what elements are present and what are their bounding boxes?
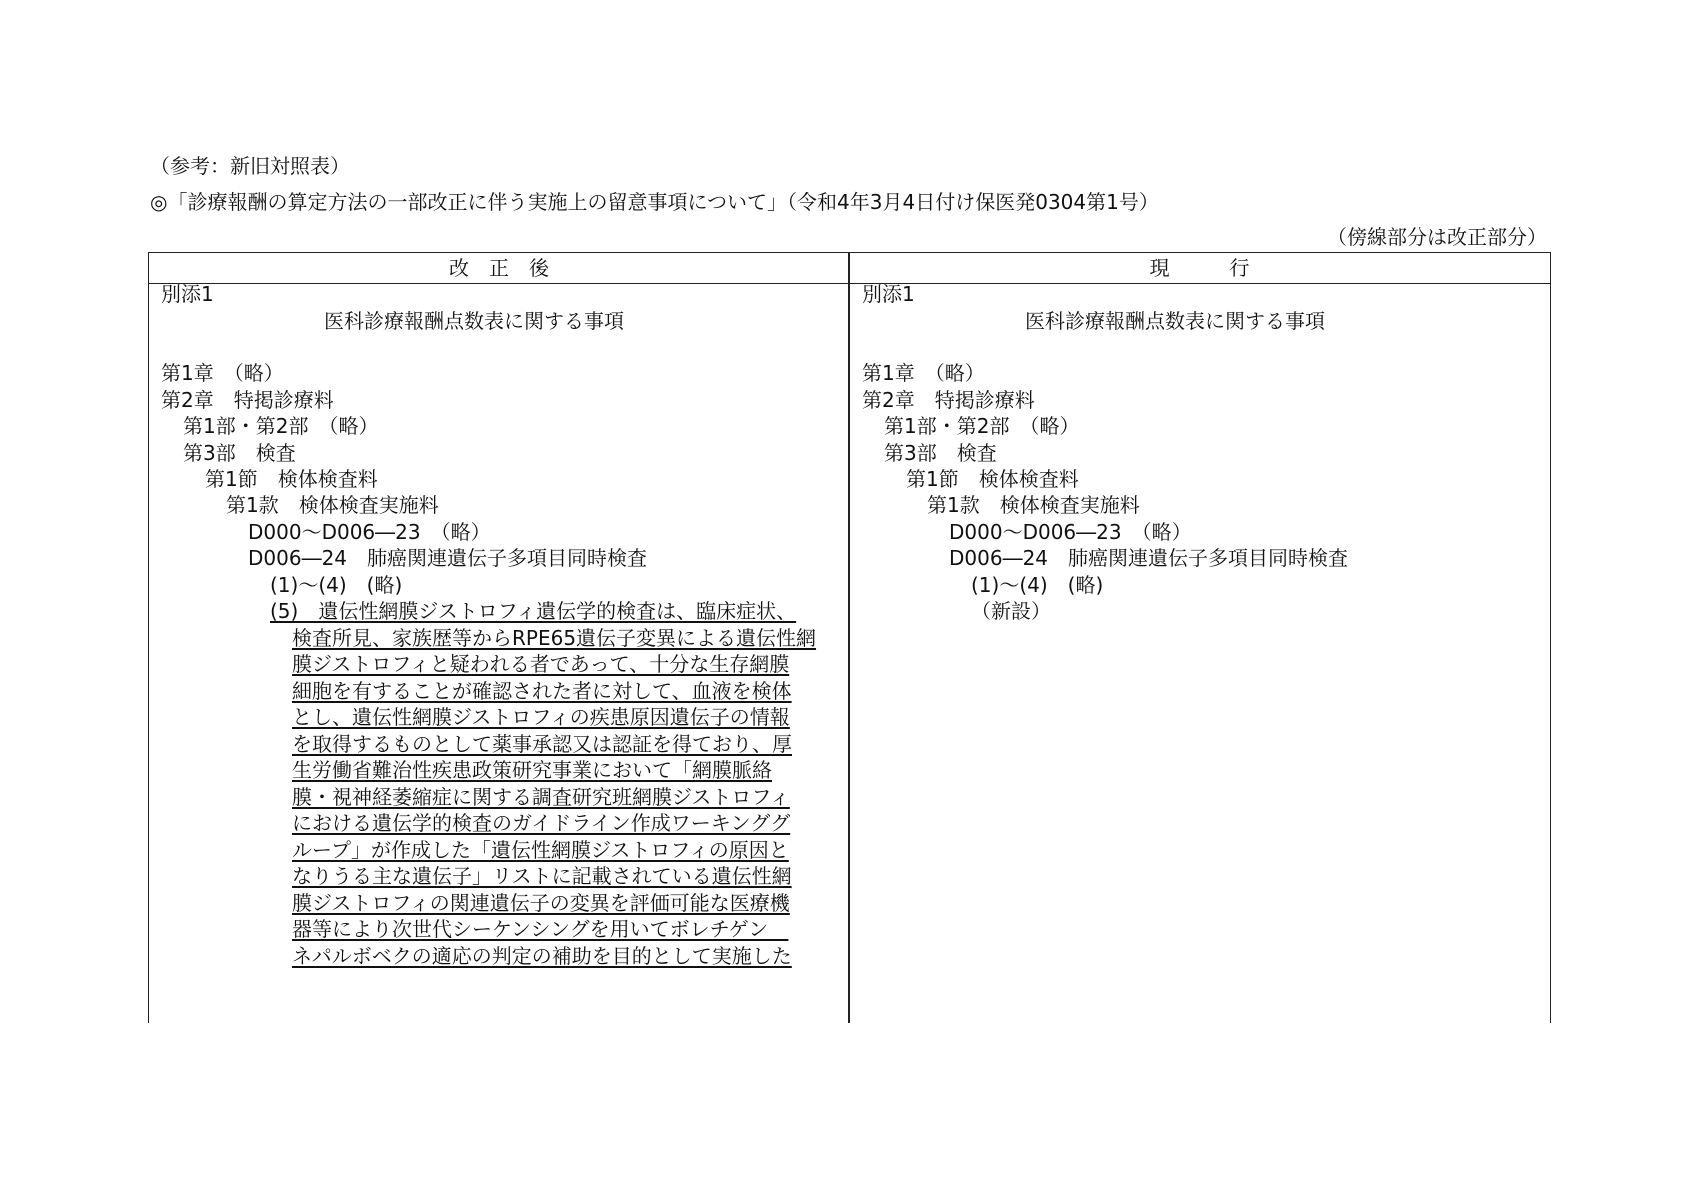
attachment-label: 別添1 [862,282,915,306]
amended-line: 検査所見、家族歴等からRPE65遺伝子変異による遺伝性網 [292,626,817,650]
amended-line: を取得するものとして薬事承認又は認証を得ており、厚 [292,732,792,756]
part-3: 第3部 検査 [884,441,997,465]
amended-line: (5) 遺伝性網膜ジストロフィ遺伝学的検査は、臨床症状、 [270,599,797,623]
column-header-current: 現 行 [849,253,1550,284]
item-range: D000～D006―23 （略） [248,520,491,544]
amended-line: 膜ジストロフィの関連遺伝子の変異を評価可能な医療機 [292,891,790,915]
amended-column [149,282,848,1023]
amended-line: 生労働省難治性疾患政策研究事業において「網膜脈絡 [292,758,772,782]
section-1: 第1節 検体検査料 [906,467,1079,491]
amended-line: 膜・視神経萎縮症に関する調査研究班網膜ジストロフィ [292,785,790,809]
part-3: 第3部 検査 [183,441,296,465]
section-heading: 医科診療報酬点数表に関する事項 [1025,309,1325,333]
amended-line: 器等により次世代シーケンシングを用いてボレチゲン [292,917,789,941]
amended-line: における遺伝学的検査のガイドライン作成ワーキンググ [292,811,791,835]
new-provision-note: （新設） [971,599,1051,623]
document-title: ◎「診療報酬の算定方法の一部改正に伴う実施上の留意事項について」（令和4年3月4日付け保医発0304第1号） [150,190,1159,214]
section-heading: 医科診療報酬点数表に関する事項 [324,309,624,333]
current-column [850,282,1550,1023]
amended-line: 膜ジストロフィと疑われる者であって、十分な生存網膜 [292,652,790,676]
underline-note: （傍線部分は改正部分） [1327,225,1547,249]
amended-line: 細胞を有することが確認された者に対して、血液を検体 [292,679,792,703]
amended-line: ループ」が作成した「遺伝性網膜ジストロフィの原因と [292,838,789,862]
chapter-2: 第2章 特掲診療料 [161,388,334,412]
comparison-table [148,252,1551,1023]
amended-line: とし、遺伝性網膜ジストロフィの疾患原因遺伝子の情報 [292,705,790,729]
subitems-1-4: (1)～(4) (略) [270,573,403,597]
part-1-2: 第1部・第2部 （略） [884,414,1080,438]
article-1: 第1款 検体検査実施料 [226,493,439,517]
column-header-amended: 改 正 後 [149,253,849,284]
article-1: 第1款 検体検査実施料 [927,493,1140,517]
attachment-label: 別添1 [161,282,214,306]
part-1-2: 第1部・第2部 （略） [183,414,379,438]
section-1: 第1節 検体検査料 [205,467,378,491]
item-range: D000～D006―23 （略） [949,520,1192,544]
amended-line: なりうる主な遺伝子」リストに記載されている遺伝性網 [292,864,792,888]
subitems-1-4: (1)～(4) (略) [971,573,1104,597]
chapter-2: 第2章 特掲診療料 [862,388,1035,412]
reference-label: （参考：新旧対照表） [150,154,350,178]
chapter-1: 第1章 （略） [862,361,985,385]
item-d006-24: D006―24 肺癌関連遺伝子多項目同時検査 [949,546,1349,570]
amended-line: ネパルボベクの適応の判定の補助を目的として実施した [292,944,792,968]
chapter-1: 第1章 （略） [161,361,284,385]
item-d006-24: D006―24 肺癌関連遺伝子多項目同時検査 [248,546,648,570]
